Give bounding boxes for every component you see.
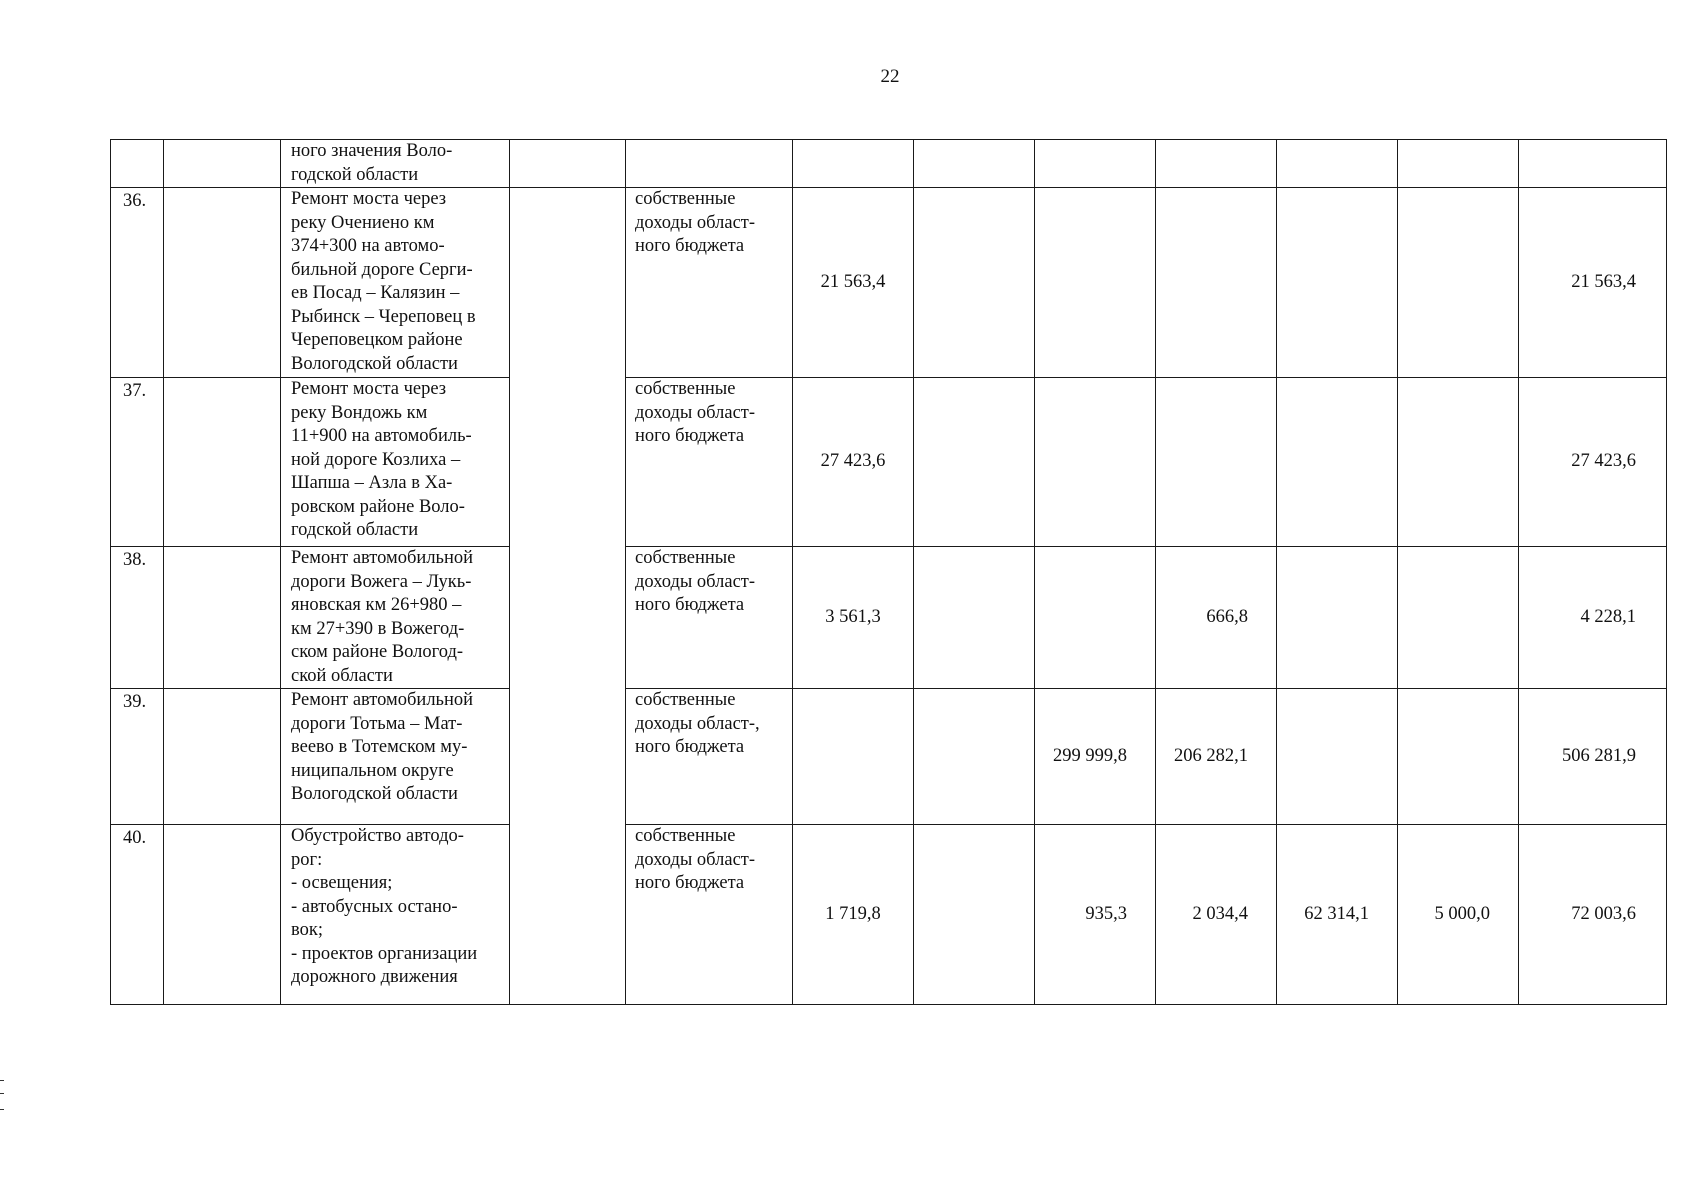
value-cell — [1398, 378, 1519, 547]
object-name-line: Рыбинск – Череповец в — [291, 306, 476, 327]
funding-source-line: ного бюджета — [635, 236, 745, 256]
value-cell — [1398, 547, 1519, 689]
funding-source-line: доходы област- — [635, 402, 756, 423]
value-cell — [914, 547, 1035, 689]
row-number: 40. — [111, 825, 164, 1005]
value-cell — [1156, 378, 1277, 547]
value-cell — [914, 188, 1035, 378]
object-name-line: рог: — [291, 849, 323, 870]
row-number: 38. — [111, 547, 164, 689]
funding-source-line: доходы област- — [635, 849, 756, 870]
margin-mark — [0, 1080, 4, 1110]
value-cell: 935,3 — [1035, 825, 1156, 1005]
value-cell: 27 423,6 — [793, 378, 914, 547]
code-cell — [164, 547, 281, 689]
object-name-line: Череповецком районе — [291, 330, 463, 350]
value-cell — [1156, 188, 1277, 378]
object-name-line: веево в Тотемском му- — [291, 737, 468, 757]
funding-source-line: собственные — [635, 189, 736, 209]
object-name-line: - проектов организации — [291, 943, 478, 964]
object-name-line: годской области — [291, 164, 419, 185]
object-name-line: Ремонт моста через — [291, 379, 447, 399]
funding-source-line: ного бюджета — [635, 873, 745, 893]
funding-source-cell — [626, 547, 793, 689]
object-name-line: Обустройство автодо- — [291, 826, 464, 846]
funding-source-cell — [626, 140, 793, 188]
object-name-line: Ремонт автомобильной — [291, 548, 474, 568]
funding-source-line: собственные — [635, 548, 736, 568]
funding-source-cell — [626, 378, 793, 547]
funding-source-line: ного бюджета — [635, 426, 745, 446]
value-cell — [914, 140, 1035, 188]
object-name-line: дорожного движения — [291, 967, 458, 987]
table-row — [111, 188, 1667, 378]
object-name-line: ной дороге Козлиха – — [291, 449, 461, 470]
value-cell — [1398, 140, 1519, 188]
value-cell — [1035, 378, 1156, 547]
funding-source-line: ного бюджета — [635, 595, 745, 615]
object-name-line: ев Посад – Калязин – — [291, 283, 460, 303]
object-name-cell — [281, 378, 510, 547]
object-name-cell — [281, 825, 510, 1005]
value-cell: 666,8 — [1156, 547, 1277, 689]
object-name-line: 374+300 на автомо- — [291, 236, 445, 256]
value-cell — [1156, 140, 1277, 188]
value-cell — [1277, 689, 1398, 825]
value-cell: 21 563,4 — [793, 188, 914, 378]
code-cell — [164, 825, 281, 1005]
value-cell: 5 000,0 — [1398, 825, 1519, 1005]
row-number: 37. — [111, 378, 164, 547]
total-cell: 506 281,9 — [1519, 689, 1667, 825]
object-name-cell — [281, 547, 510, 689]
code-cell — [164, 188, 281, 378]
object-name-line: ниципальном округе — [291, 760, 454, 781]
total-cell: 27 423,6 — [1519, 378, 1667, 547]
object-name-line: реку Очениено км — [291, 212, 435, 233]
value-cell — [1277, 188, 1398, 378]
object-name-line: Ремонт моста через — [291, 189, 447, 209]
funding-source-line: доходы област- — [635, 571, 756, 592]
total-cell: 21 563,4 — [1519, 188, 1667, 378]
funding-source-cell — [626, 689, 793, 825]
object-name-line: дороги Вожега – Лукь- — [291, 571, 472, 592]
value-cell: 3 561,3 — [793, 547, 914, 689]
funding-source-line: собственные — [635, 826, 736, 846]
object-name-line: Шапша – Азла в Ха- — [291, 473, 453, 493]
table-row — [111, 689, 1667, 825]
blank-cell — [510, 140, 626, 188]
object-name-line: Ремонт автомобильной — [291, 690, 474, 710]
funding-source-line: собственные — [635, 379, 736, 399]
row-number: 39. — [111, 689, 164, 825]
value-cell: 62 314,1 — [1277, 825, 1398, 1005]
object-name-line: 11+900 на автомобиль- — [291, 426, 472, 446]
object-name-line: Вологодской области — [291, 353, 458, 374]
object-name-line: вок; — [291, 920, 323, 940]
object-name-line: - автобусных остано- — [291, 896, 458, 917]
value-cell: 206 282,1 — [1156, 689, 1277, 825]
value-cell — [1035, 140, 1156, 188]
value-cell — [793, 689, 914, 825]
value-cell — [1398, 188, 1519, 378]
value-cell: 1 719,8 — [793, 825, 914, 1005]
value-cell — [1035, 188, 1156, 378]
budget-table — [110, 139, 1667, 1005]
value-cell: 299 999,8 — [1035, 689, 1156, 825]
funding-source-line: собственные — [635, 690, 736, 710]
row-number: 36. — [111, 188, 164, 378]
object-name-line: бильной дороге Серги- — [291, 259, 473, 280]
object-name-line: ском районе Вологод- — [291, 642, 464, 662]
value-cell — [1277, 140, 1398, 188]
object-name-line: ного значения Воло- — [291, 141, 453, 161]
object-name-line: ровском районе Воло- — [291, 496, 465, 517]
table-row — [111, 547, 1667, 689]
value-cell — [914, 825, 1035, 1005]
object-name-cell — [281, 188, 510, 378]
object-name-line: Вологодской области — [291, 784, 458, 804]
object-name-line: - освещения; — [291, 873, 393, 893]
value-cell — [1035, 547, 1156, 689]
funding-source-cell — [626, 825, 793, 1005]
code-cell — [164, 140, 281, 188]
value-cell — [914, 689, 1035, 825]
number-cell — [111, 140, 164, 188]
object-name-line: яновская км 26+980 – — [291, 595, 462, 615]
value-cell: 2 034,4 — [1156, 825, 1277, 1005]
continuation-row — [111, 140, 1667, 188]
object-name-cell — [281, 140, 510, 188]
table-row — [111, 378, 1667, 547]
object-name-line: реку Вондожь км — [291, 402, 428, 423]
blank-cell — [510, 188, 626, 1005]
value-cell — [1277, 547, 1398, 689]
code-cell — [164, 378, 281, 547]
object-name-line: дороги Тотьма – Мат- — [291, 713, 463, 734]
table-row — [111, 825, 1667, 1005]
funding-source-line: доходы област- — [635, 212, 756, 233]
object-name-cell — [281, 689, 510, 825]
code-cell — [164, 689, 281, 825]
value-cell — [1277, 378, 1398, 547]
object-name-line: ской области — [291, 665, 393, 686]
page-number: 22 — [880, 66, 900, 87]
object-name-line: км 27+390 в Вожегод- — [291, 618, 465, 639]
value-cell — [1398, 689, 1519, 825]
value-cell — [793, 140, 914, 188]
total-cell: 4 228,1 — [1519, 547, 1667, 689]
object-name-line: годской области — [291, 520, 419, 540]
total-cell — [1519, 140, 1667, 188]
total-cell: 72 003,6 — [1519, 825, 1667, 1005]
funding-source-cell — [626, 188, 793, 378]
value-cell — [914, 378, 1035, 547]
funding-source-line: доходы област-, — [635, 713, 760, 734]
funding-source-line: ного бюджета — [635, 737, 745, 757]
